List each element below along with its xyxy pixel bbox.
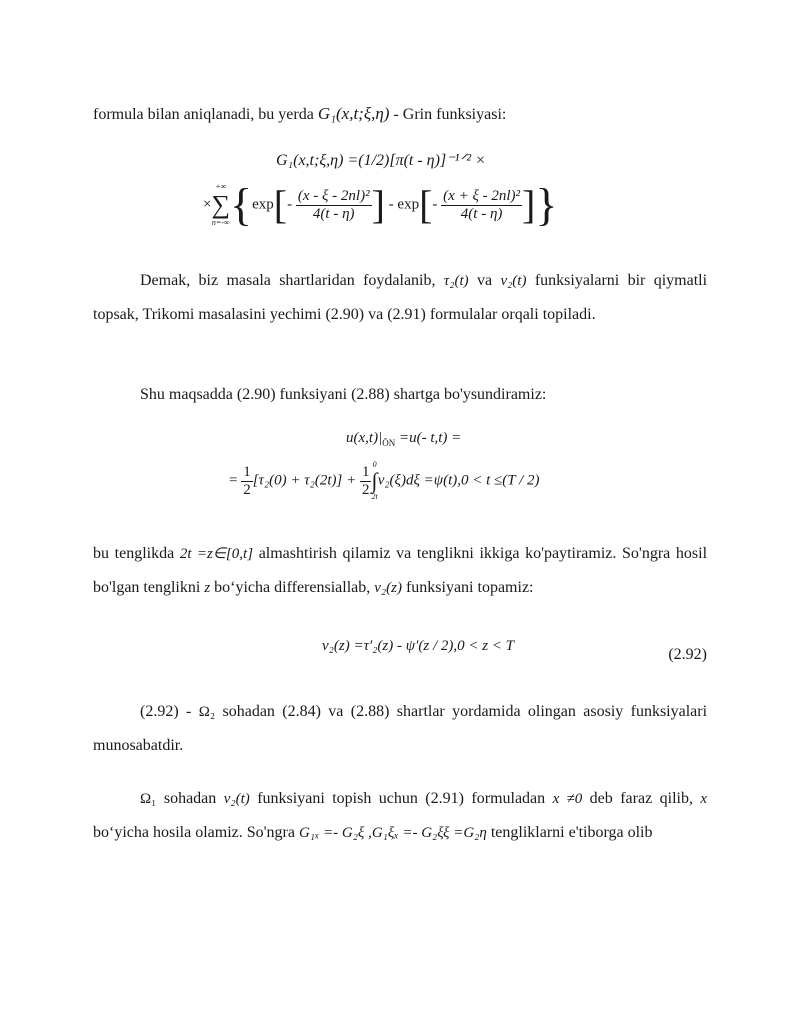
half-numerator-2: 1	[361, 463, 370, 480]
text: bu tenglikda	[93, 545, 175, 562]
half-denominator-2: 2	[361, 481, 370, 498]
half-fraction-2	[360, 464, 372, 499]
exp-label-2: exp	[397, 196, 420, 213]
inline-omega-1: Ω₁	[140, 791, 157, 807]
text: bo‘yicha hosila olamiz. So'ngra	[93, 824, 295, 841]
paragraph-intro	[93, 97, 707, 131]
text: va	[476, 272, 493, 289]
integral-upper: 0	[372, 460, 377, 469]
paragraph-2-92	[93, 695, 707, 762]
equation-number: (2.92)	[668, 646, 707, 663]
inline-formula-g1: G₁(x,t;ξ,η)	[317, 104, 390, 123]
formula-condition-line1	[346, 430, 461, 448]
inline-omega-2: Ω₂	[198, 704, 216, 720]
bracket-term: [τ₂(0) + τ₂(2t)] +	[252, 472, 357, 489]
paragraph-bu-tenglikda	[93, 537, 707, 605]
half-denominator: 2	[243, 481, 251, 498]
text: formula bilan aniqlanadi, bu yerda	[93, 106, 314, 123]
inline-variable-z: z	[204, 580, 211, 596]
times-sign: ×	[203, 196, 212, 213]
inline-variable-x: x	[700, 791, 708, 807]
fraction-1-numerator: (x - ξ - 2nl)²	[297, 187, 370, 204]
integral-symbol: 0 ∫ 2t	[371, 460, 378, 501]
inline-formula-subst: 2t =z∈[0,t]	[179, 546, 254, 562]
inline-formula-nu: ν₂(t)	[500, 273, 527, 289]
inline-formula-relations: G₁ₓ =- G₂ξ ,G₁ξₓ =- G₂ξξ =G₂η	[298, 825, 487, 841]
sum-symbol: +∞ ∑ n=-∞	[211, 182, 231, 227]
exp-label: exp	[252, 196, 274, 213]
fraction-1	[296, 188, 372, 223]
text: funksiyani topamiz:	[405, 579, 534, 596]
text: almashtirish qilamiz va tenglikni ikkiga ko'paytiramiz. So'ngra hosil bo'lgan tenglikni	[93, 545, 708, 596]
inline-formula-nu-t: ν₂(t)	[223, 791, 250, 807]
text: bo‘yicha differensiallab,	[214, 579, 371, 596]
rhs: =u(- t,t) =	[398, 430, 462, 446]
formula-green-line2: × +∞ ∑ n=-∞ {exp[- $\frac{\text{(x - ξ - 2nl)²}}{4(t - \eta)}$ ] - exp[- $\frac{\text{(x + ξ - 2nl)²}}{4(t - \eta)}$ ]}	[203, 179, 558, 230]
text: funksiyani topish uchun (2.91) formuladan	[257, 790, 546, 807]
text: deb faraz qilib,	[589, 790, 693, 807]
sum-upper-limit: +∞	[215, 182, 227, 191]
text: sohadan	[163, 790, 217, 807]
sum-lower-limit: n=-∞	[211, 218, 230, 227]
boundary-subscript: ŌN	[382, 438, 396, 448]
formula-2-92: ν₂(z) =τ′₂(z) - ψ′(z / 2),0 < z < T	[322, 638, 515, 654]
text: tengliklarni e'tiborga olib	[490, 824, 653, 841]
minus-sign: -	[388, 196, 394, 213]
paragraph-shu	[93, 378, 707, 411]
text: - Grin funksiyasi:	[393, 106, 507, 123]
formula-condition-line2	[229, 460, 540, 514]
fraction-1-denominator: 4(t - η)	[312, 205, 355, 222]
inline-condition: x ≠0	[552, 791, 583, 807]
equals-sign: =	[229, 472, 238, 489]
formula-green-line1: G₁(x,t;ξ,η) =(1/2)[π(t - η)]⁻¹ᐟ² ×	[276, 152, 486, 169]
lhs: u(x,t)|	[346, 430, 383, 446]
inline-formula-tau: τ₂(t)	[443, 273, 469, 289]
text: (2.92) -	[140, 703, 192, 720]
integral-lower: 2t	[371, 492, 378, 501]
half-fraction	[241, 464, 253, 499]
text: sohadan (2.84) va (2.88) shartlar yordamida olingan asosiy funksiyalari munosabatdir.	[93, 703, 708, 754]
fraction-2	[441, 188, 522, 223]
half-numerator: 1	[243, 463, 251, 480]
paragraph-omega1	[93, 782, 707, 850]
inline-formula-nu-z: ν₂(z)	[374, 580, 402, 596]
fraction-2-numerator: (x + ξ - 2nl)²	[443, 187, 521, 204]
text: Demak, biz masala shartlaridan foydalanib,	[140, 272, 436, 289]
integrand: ν₂(ξ)dξ =ψ(t),0 < t ≤(T / 2)	[377, 472, 540, 489]
fraction-2-denominator: 4(t - η)	[460, 205, 503, 222]
text: Shu maqsadda (2.90) funksiyani (2.88) shartga bo'ysundiramiz:	[140, 386, 547, 403]
text: funksiyalarni bir qiymatli topsak, Trikomi masalasini yechimi (2.90) va (2.91) formulalar orqali topiladi.	[93, 272, 708, 323]
paragraph-demak	[93, 264, 707, 331]
